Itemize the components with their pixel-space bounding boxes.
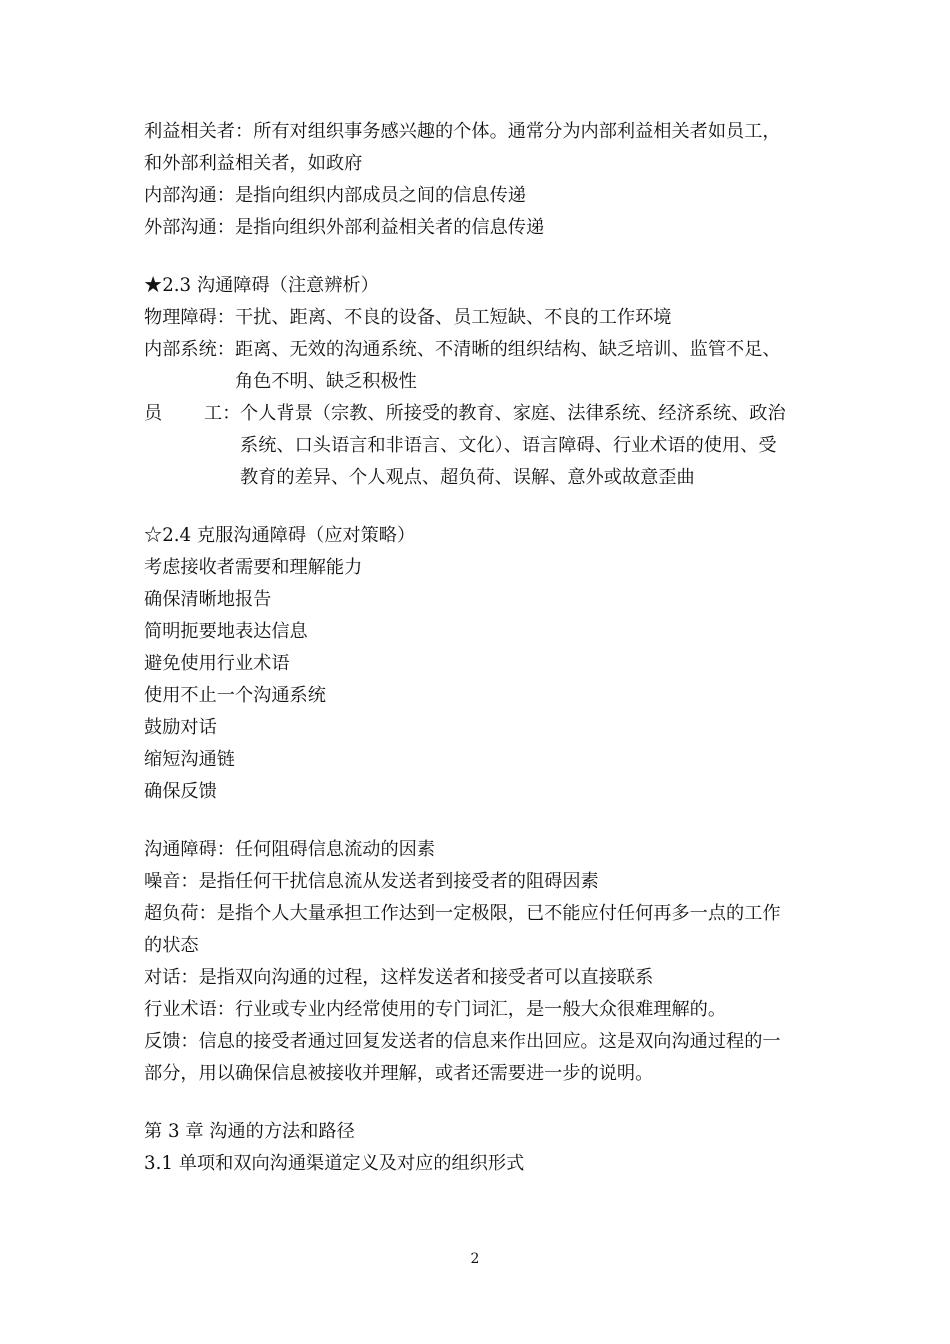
noise-definition: 噪音：是指任何干扰信息流从发送者到接受者的阻碍因素 <box>144 871 599 892</box>
barrier-definition: 沟通障碍：任何阻碍信息流动的因素 <box>144 839 436 860</box>
internal-communication-definition: 内部沟通：是指向组织内部成员之间的信息传递 <box>144 185 526 206</box>
chapter-title: 第 3 章 沟通的方法和路径 <box>144 1121 355 1142</box>
internal-system-barriers <box>144 334 814 398</box>
feedback-definition-line-1: 反馈：信息的接受者通过回复发送者的信息来作出回应。这是双向沟通过程的一 <box>144 1031 781 1052</box>
staff-desc-line: 教育的差异、个人观点、超负荷、误解、意外或故意歪曲 <box>240 467 695 488</box>
section-heading-barriers: ★2.3 沟通障碍（注意辨析） <box>144 275 379 296</box>
jargon-definition: 行业术语：行业或专业内经常使用的专门词汇，是一般大众很难理解的。 <box>144 999 727 1020</box>
page-content <box>144 116 814 1180</box>
staff-term-char-2: 工： <box>204 403 241 424</box>
internal-system-term: 内部系统： <box>144 339 235 360</box>
section-heading-overcome: ☆2.4 克服沟通障碍（应对策略） <box>144 525 416 546</box>
staff-desc-line: 系统、口头语言和非语言、文化）、语言障碍、行业术语的使用、受 <box>240 435 777 456</box>
staff-description <box>240 398 814 494</box>
staff-term <box>144 398 240 430</box>
paragraph-gap <box>144 244 814 270</box>
strategy-item: 考虑接收者需要和理解能力 <box>144 557 363 578</box>
internal-system-desc-line: 距离、无效的沟通系统、不清晰的组织结构、缺乏培训、监管不足、 <box>234 339 781 360</box>
strategy-item: 确保反馈 <box>144 781 217 802</box>
strategy-item: 缩短沟通链 <box>144 749 235 770</box>
strategy-item: 使用不止一个沟通系统 <box>144 685 326 706</box>
paragraph-gap <box>144 494 814 520</box>
paragraph-gap <box>144 808 814 834</box>
dialogue-definition: 对话：是指双向沟通的过程，这样发送者和接受者可以直接联系 <box>144 967 654 988</box>
overload-definition-line-1: 超负荷：是指个人大量承担工作达到一定极限，已不能应付任何再多一点的工作 <box>144 903 781 924</box>
staff-barriers <box>144 398 814 494</box>
physical-barriers: 物理障碍：干扰、距离、不良的设备、员工短缺、不良的工作环境 <box>144 307 672 328</box>
strategy-item: 鼓励对话 <box>144 717 217 738</box>
strategy-item: 确保清晰地报告 <box>144 589 272 610</box>
strategy-item: 避免使用行业术语 <box>144 653 290 674</box>
page-number: 2 <box>470 1251 480 1267</box>
paragraph-gap <box>144 1090 814 1116</box>
internal-system-description <box>235 334 814 398</box>
strategy-item: 简明扼要地表达信息 <box>144 621 308 642</box>
staff-desc-line: 个人背景（宗教、所接受的教育、家庭、法律系统、经济系统、政治 <box>240 403 786 424</box>
internal-system-desc-line: 角色不明、缺乏积极性 <box>234 371 417 392</box>
feedback-definition-line-2: 部分，用以确保信息被接收并理解，或者还需要进一步的说明。 <box>144 1063 654 1084</box>
stakeholder-definition-line-1: 利益相关者：所有对组织事务感兴趣的个体。通常分为内部利益相关者如员工， <box>144 121 781 142</box>
overload-definition-line-2: 的状态 <box>144 935 199 956</box>
stakeholder-definition-line-2: 和外部利益相关者，如政府 <box>144 153 363 174</box>
external-communication-definition: 外部沟通：是指向组织外部利益相关者的信息传递 <box>144 217 545 238</box>
section-title: 3.1 单项和双向沟通渠道定义及对应的组织形式 <box>144 1153 525 1174</box>
staff-term-char-1: 员 <box>144 403 163 424</box>
